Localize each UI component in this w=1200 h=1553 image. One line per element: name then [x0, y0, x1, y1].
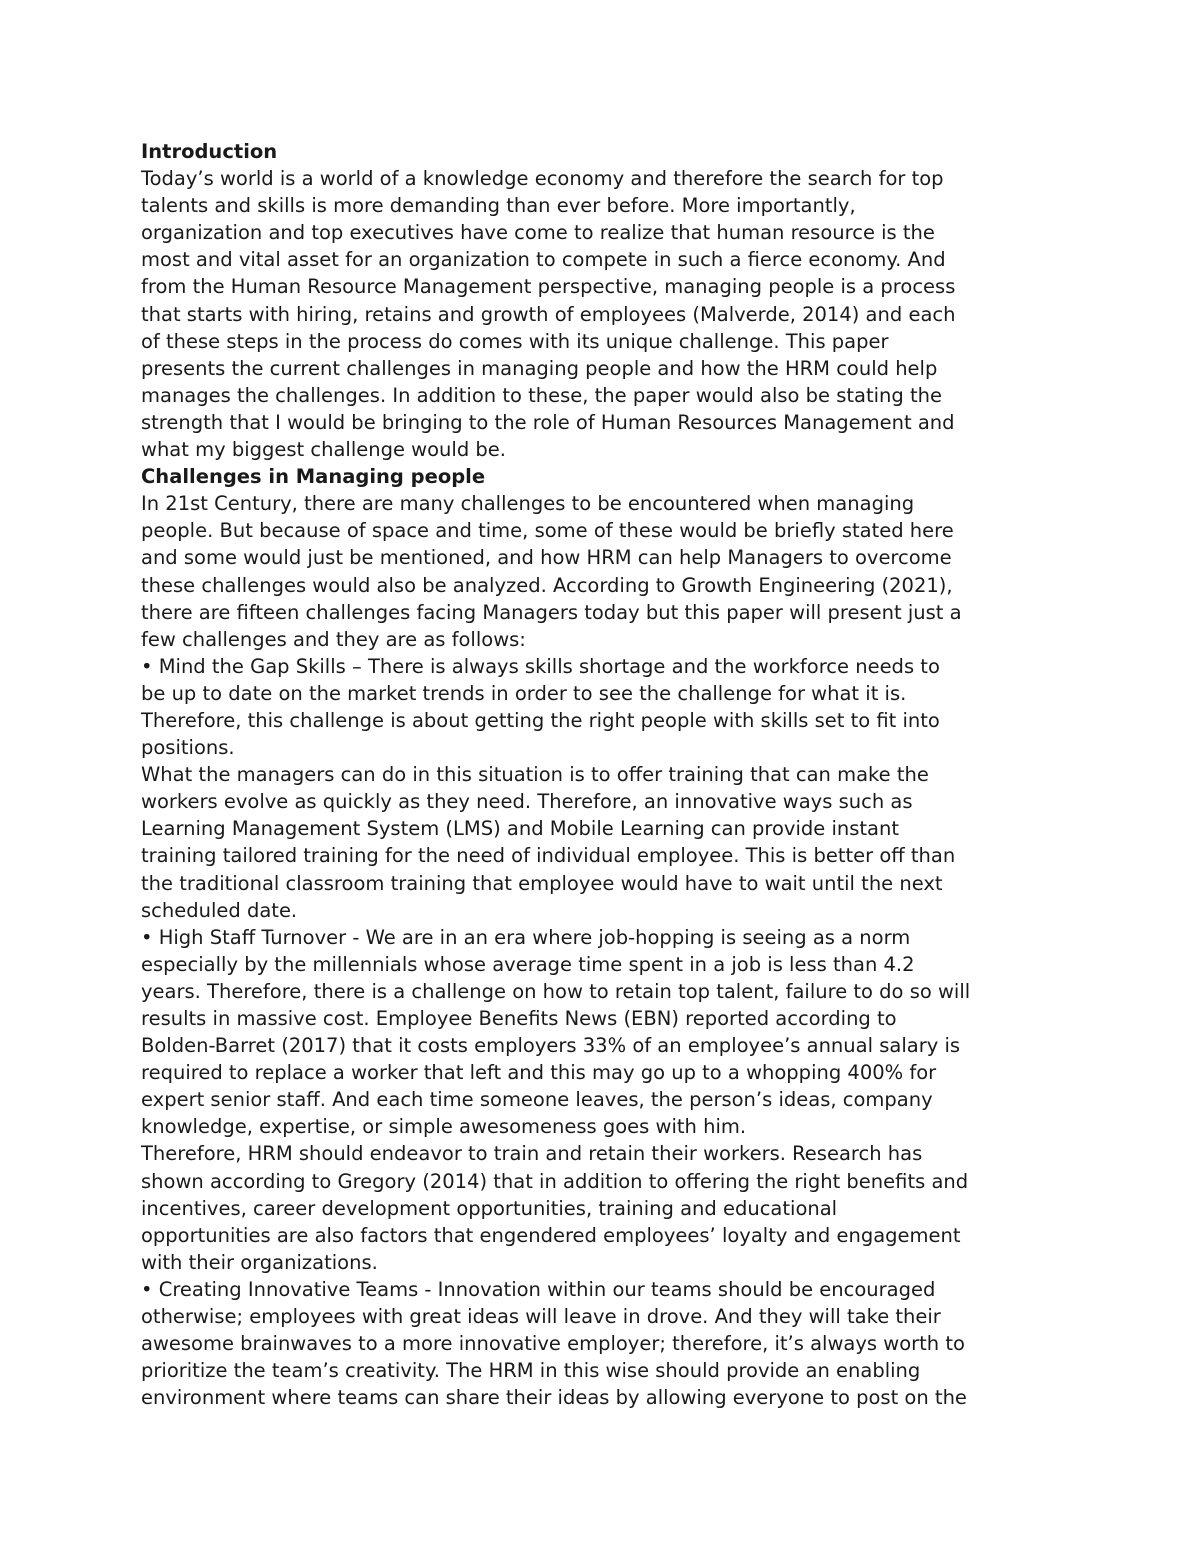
- paragraph-line: few challenges and they are as follows:: [141, 627, 526, 651]
- paragraph-line: required to replace a worker that left and this may go up to a whopping 400% for: [141, 1061, 937, 1085]
- paragraph-line: awesome brainwaves to a more innovative employer; therefore, it’s always worth to: [141, 1332, 965, 1356]
- paragraph-line: otherwise; employees with great ideas will leave in drove. And they will take their: [141, 1305, 941, 1329]
- paragraph-line: and some would just be mentioned, and how HRM can help Managers to overcome: [141, 546, 952, 570]
- section-heading: Challenges in Managing people: [141, 465, 486, 489]
- paragraph-line: organization and top executives have come to realize that human resource is the: [141, 221, 935, 245]
- paragraph-line: positions.: [141, 736, 235, 760]
- paragraph-line: with their organizations.: [141, 1250, 378, 1274]
- paragraph-line: knowledge, expertise, or simple awesomeness goes with him.: [141, 1115, 747, 1139]
- paragraph-line: Therefore, HRM should endeavor to train and retain their workers. Research has: [141, 1142, 923, 1166]
- paragraph-line: What the managers can do in this situation is to offer training that can make the: [141, 763, 929, 787]
- paragraph-line: be up to date on the market trends in order to see the challenge for what it is.: [141, 681, 907, 705]
- paragraph-line: shown according to Gregory (2014) that in addition to offering the right benefits and: [141, 1169, 969, 1193]
- paragraph-line: results in massive cost. Employee Benefits News (EBN) reported according to: [141, 1007, 897, 1030]
- section-challenges: [141, 463, 1071, 1411]
- paragraph-line: there are fifteen challenges facing Managers today but this paper will present just a: [141, 600, 962, 624]
- paragraph-line: presents the current challenges in managing people and how the HRM could help: [141, 356, 938, 380]
- bullet-line: • Creating Innovative Teams - Innovation within our teams should be encouraged: [141, 1277, 936, 1301]
- paragraph-line: what my biggest challenge would be.: [141, 438, 506, 462]
- paragraph-line: expert senior staff. And each time someone leaves, the person’s ideas, company: [141, 1088, 933, 1112]
- bullet-line: • High Staff Turnover - We are in an era where job-hopping is seeing as a norm: [141, 925, 911, 949]
- paragraph-line: manages the challenges. In addition to these, the paper would also be stating the: [141, 383, 942, 407]
- paragraph-line: Learning Management System (LMS) and Mobile Learning can provide instant: [141, 817, 899, 841]
- paragraph-line: Therefore, this challenge is about getting the right people with skills set to fit into: [141, 708, 940, 732]
- paragraph-line: opportunities are also factors that engendered employees’ loyalty and engagement: [141, 1223, 961, 1247]
- paragraph-line: especially by the millennials whose average time spent in a job is less than 4.2: [141, 952, 915, 976]
- bullet-line: • Mind the Gap Skills – There is always skills shortage and the workforce needs to: [141, 654, 940, 678]
- paragraph-line: talents and skills is more demanding than ever before. More importantly,: [141, 194, 856, 218]
- paragraph-line: from the Human Resource Management perspective, managing people is a process: [141, 275, 956, 299]
- paragraph-line: training tailored training for the need of individual employee. This is better off than: [141, 844, 956, 868]
- paragraph-line: the traditional classroom training that employee would have to wait until the next: [141, 871, 943, 895]
- section-heading: Introduction: [141, 140, 278, 163]
- paragraph-line: most and vital asset for an organization to compete in such a fierce economy. And: [141, 248, 946, 272]
- paragraph-line: incentives, career development opportunities, training and educational: [141, 1196, 838, 1220]
- paragraph-line: these challenges would also be analyzed. According to Growth Engineering (2021),: [141, 573, 953, 597]
- paragraph-line: Bolden-Barret (2017) that it costs employers 33% of an employee’s annual salary is: [141, 1034, 961, 1058]
- paragraph-line: prioritize the team’s creativity. The HRM in this wise should provide an enabling: [141, 1359, 921, 1383]
- paragraph-line: people. But because of space and time, some of these would be briefly stated here: [141, 519, 954, 543]
- paragraph-line: strength that I would be bringing to the role of Human Resources Management and: [141, 410, 955, 434]
- paragraph-line: In 21st Century, there are many challenges to be encountered when managing: [141, 492, 915, 516]
- paragraph-line: of these steps in the process do comes with its unique challenge. This paper: [141, 329, 889, 353]
- paragraph-line: years. Therefore, there is a challenge on how to retain top talent, failure to do so will: [141, 979, 971, 1003]
- paragraph-line: scheduled date.: [141, 898, 298, 922]
- paragraph-line: workers evolve as quickly as they need. Therefore, an innovative ways such as: [141, 790, 913, 814]
- section-introduction: [141, 138, 1071, 463]
- document-page: [141, 138, 1071, 1411]
- paragraph-line: that starts with hiring, retains and growth of employees (Malverde, 2014) and each: [141, 302, 956, 326]
- paragraph-line: Today’s world is a world of a knowledge economy and therefore the search for top: [141, 167, 944, 191]
- paragraph-line: environment where teams can share their ideas by allowing everyone to post on the: [141, 1386, 967, 1410]
